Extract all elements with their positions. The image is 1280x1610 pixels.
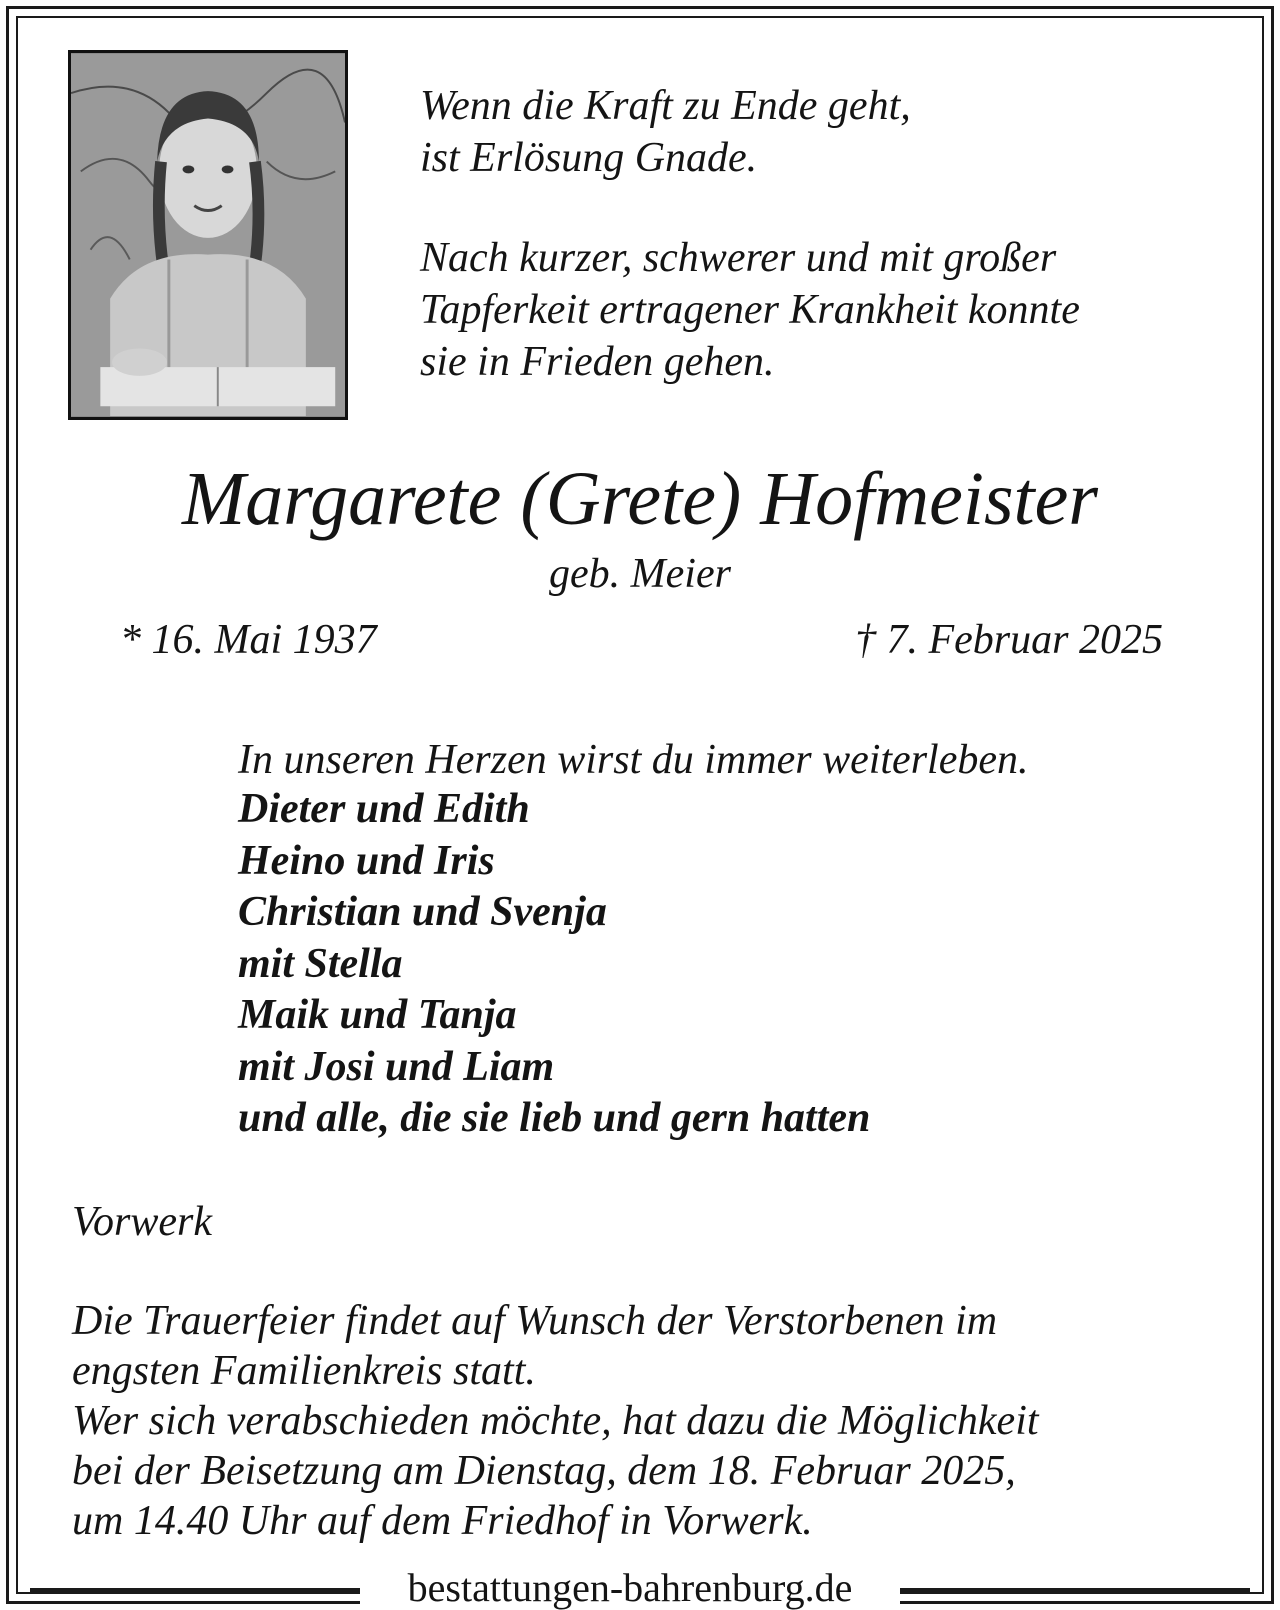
mourner-entry: Dieter und Edith [238,786,530,832]
service-line: Wer sich verabschieden möchte, hat dazu die Möglichkeit [72,1398,1039,1444]
quote-line: Wenn die Kraft zu Ende geht, [420,83,911,129]
place: Vorwerk [72,1199,212,1245]
maiden-name: geb. Meier [549,551,731,597]
service-info [72,1296,1039,1546]
portrait-photo [68,50,348,420]
intro-line: Nach kurzer, schwerer und mit großer [420,235,1057,281]
service-line: Die Trauerfeier findet auf Wunsch der Verstorbenen im [72,1298,998,1344]
service-line: bei der Beisetzung am Dienstag, dem 18. Februar 2025, [72,1448,1016,1494]
birth-date: * 16. Mai 1937 [120,617,377,663]
death-date: † 7. Februar 2025 [855,617,1163,663]
mourner-entry: mit Josi und Liam [238,1043,555,1090]
mourner-entry: mit Stella [238,940,403,987]
service-line: um 14.40 Uhr auf dem Friedhof in Vorwerk. [72,1498,813,1544]
mourning-message: In unseren Herzen wirst du immer weiterleben. [238,737,1029,783]
mourner-entry: Maik und Tanja [238,992,517,1038]
footer-website: bestattungen-bahrenburg.de [360,1566,900,1610]
footer-rule-left [30,1588,360,1593]
service-line: engsten Familienkreis statt. [72,1348,536,1394]
quote-line: ist Erlösung Gnade. [420,135,758,181]
mourners-list [238,784,870,1145]
mourner-entry: Christian und Svenja [238,889,607,935]
intro-line: Tapferkeit ertragener Krankheit konnte [420,287,1080,333]
deceased-name: Margarete (Grete) Hofmeister [182,457,1098,541]
quote [420,80,911,184]
mourner-entry: Heino und Iris [238,837,495,884]
intro-text [420,232,1080,388]
footer-rule-right [900,1588,1250,1593]
mourner-entry: und alle, die sie lieb und gern hatten [238,1095,871,1141]
intro-line: sie in Frieden gehen. [420,339,775,385]
